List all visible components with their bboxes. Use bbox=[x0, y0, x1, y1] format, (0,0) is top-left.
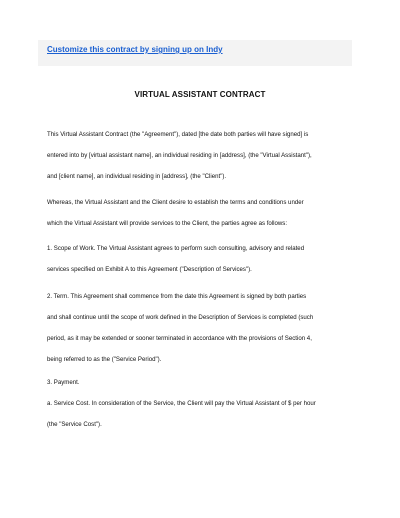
paragraph-line: (the "Service Cost"). bbox=[47, 421, 102, 428]
paragraph-line: and shall continue until the scope of work defined in the Description of Services is completed (such bbox=[47, 314, 314, 321]
paragraph-line: services specified on Exhibit A to this Agreement ("Description of Services"). bbox=[47, 266, 252, 273]
paragraph-line: Whereas, the Virtual Assistant and the Client desire to establish the terms and conditions under bbox=[47, 199, 304, 206]
paragraph-line: 1. Scope of Work. The Virtual Assistant agrees to perform such consulting, advisory and related bbox=[47, 245, 305, 252]
paragraph-line: being referred to as the ("Service Period"). bbox=[47, 356, 162, 363]
paragraph-line: and [client name], an individual residing in [address], (the "Client"). bbox=[47, 173, 227, 180]
scope-of-work-paragraph bbox=[47, 238, 367, 280]
paragraph-line: which the Virtual Assistant will provide services to the Client, the parties agree as follows: bbox=[47, 220, 288, 227]
paragraph-line: period, as it may be extended or sooner terminated in accordance with the provisions of Section 4, bbox=[47, 335, 312, 342]
paragraph-line: 3. Payment. bbox=[47, 379, 80, 386]
whereas-paragraph bbox=[47, 192, 367, 234]
signup-banner bbox=[38, 40, 352, 66]
paragraph-line: a. Service Cost. In consideration of the Service, the Client will pay the Virtual Assistant of $ per hour bbox=[47, 400, 316, 407]
paragraph-line: 2. Term. This Agreement shall commence from the date this Agreement is signed by both parties bbox=[47, 293, 307, 300]
payment-paragraph bbox=[47, 372, 367, 435]
paragraph-line: entered into by [virtual assistant name], an individual residing in [address], (the "Virtual Assistant"), bbox=[47, 152, 312, 159]
customize-contract-link[interactable]: Customize this contract by signing up on Indy bbox=[47, 45, 223, 54]
document-title: VIRTUAL ASSISTANT CONTRACT bbox=[134, 90, 266, 99]
term-paragraph bbox=[47, 286, 367, 370]
intro-paragraph bbox=[47, 124, 367, 187]
paragraph-line: This Virtual Assistant Contract (the "Agreement"), dated [the date both parties will have signed] is bbox=[47, 131, 309, 138]
